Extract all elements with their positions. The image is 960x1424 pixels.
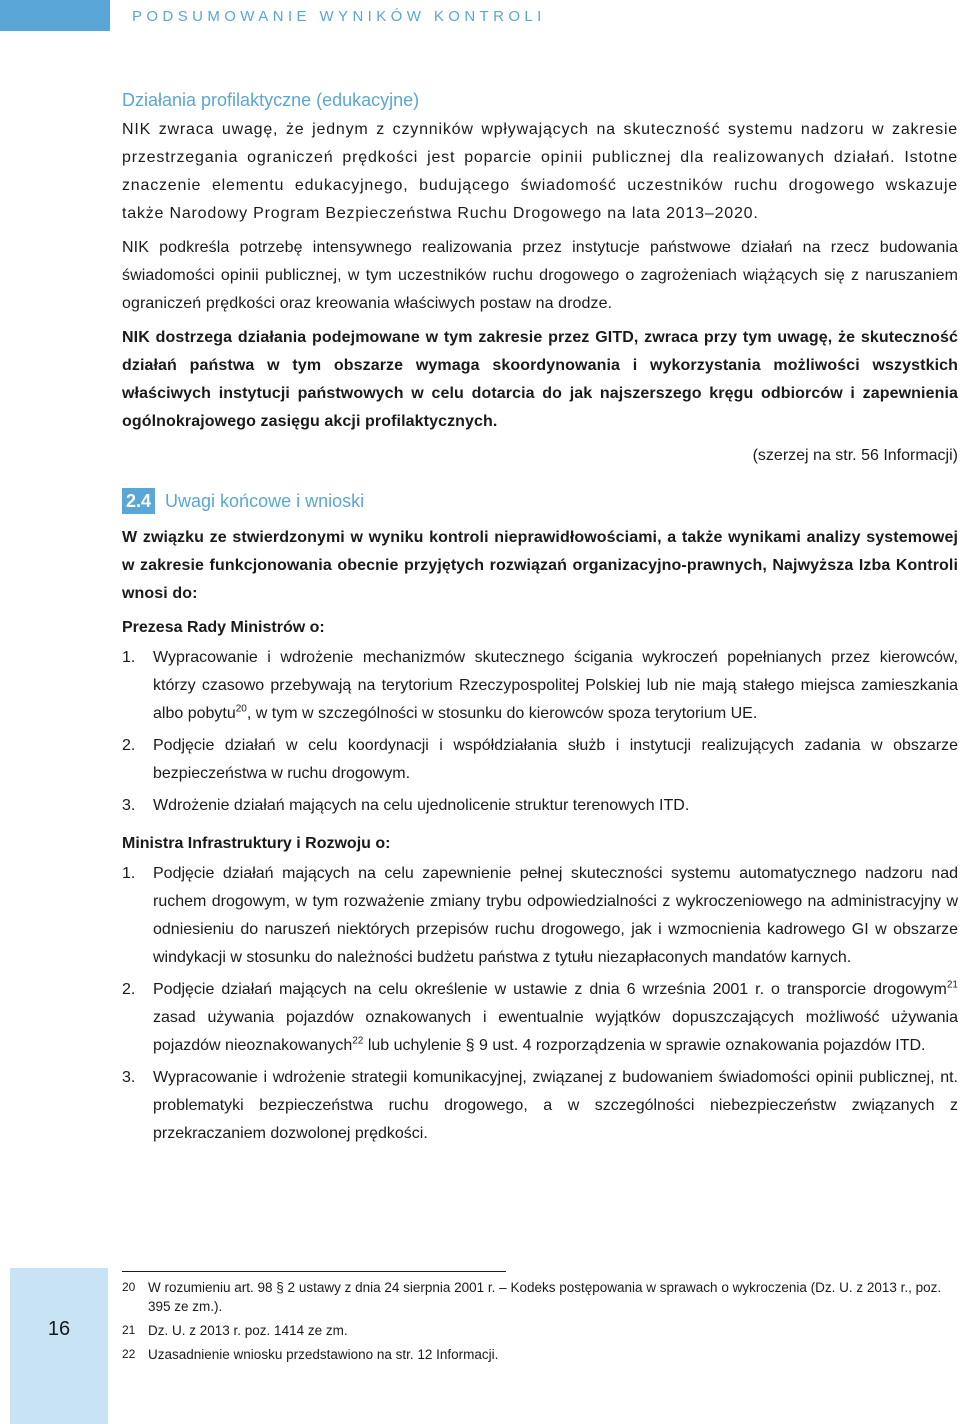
prime-minister-list xyxy=(122,644,958,820)
running-header: PODSUMOWANIE WYNIKÓW KONTROLI xyxy=(132,8,546,25)
paragraph-gitd-conclusion: NIK dostrzega działania podejmowane w tym zakresie przez GITD, zwraca przy tym uwagę, że skuteczność działań państwa w tym obszarze wymaga skoordynowania i wykorzystania możliwości wszystkich właściwych instytucji państwowych w celu dotarcia do jak najszerszego kręgu odbiorców i zapewnienia ogólnokrajowego zasięgu akcji profilaktycznych. xyxy=(122,329,958,430)
main-content xyxy=(122,86,958,1158)
item-number: 2. xyxy=(122,981,136,998)
footnote xyxy=(122,1278,958,1316)
page-number-box xyxy=(10,1268,108,1424)
footnote-number: 22 xyxy=(122,1347,136,1361)
footnote-ref: 20 xyxy=(235,703,247,715)
list-item xyxy=(122,792,958,820)
footnotes xyxy=(122,1278,958,1369)
item-text: Podjęcie działań w celu koordynacji i współdziałania służb i instytucji realizujących zadania w obszarze bezpieczeństwa w ruchu drogowym. xyxy=(153,737,958,782)
section-title: Uwagi końcowe i wnioski xyxy=(165,491,365,511)
list-item xyxy=(122,860,958,972)
footnote-text: Uzasadnienie wniosku przedstawiono na str. 12 Informacji. xyxy=(148,1347,499,1362)
conclusions-intro: W związku ze stwierdzonymi w wyniku kontroli nieprawidłowościami, a także wynikami analizy systemowej w zakresie funkcjonowania obecnie przyjętych rozwiązań organizacyjno-prawnych, Najwyższa Izba Kontroli wnosi do: xyxy=(122,529,958,602)
item-number: 2. xyxy=(122,737,136,754)
reference-note: (szerzej na str. 56 Informacji) xyxy=(752,447,958,464)
footnote-ref: 21 xyxy=(946,979,958,991)
section-number-badge: 2.4 xyxy=(122,488,155,514)
item-text: Podjęcie działań mających na celu określenie w ustawie z dnia 6 września 2001 r. o transporcie drogowym$^{21}$ zasad używania pojazdów oznakowanych i ewentualnie wyjątków dopuszczających możliwość używania pojazdów nieoznakowanych$^{22}$ lub uchylenie § 9 ust. 4 rozporządzenia w sprawie oznakowania pojazdów ITD. xyxy=(153,979,958,1054)
item-text: Wdrożenie działań mających na celu ujednolicenie struktur terenowych ITD. xyxy=(153,797,690,814)
footnote-ref: 22 xyxy=(352,1035,364,1047)
item-text: Podjęcie działań mających na celu zapewnienie pełnej skuteczności systemu automatycznego nadzoru nad ruchem drogowym, w tym rozważenie zmiany trybu odpowiedzialności z wykroczeniowego na administracyjny w odniesieniu do naruszeń niektórych przepisów ruchu drogowego, jak i wzmocnienia kadrowego GI w obszarze windykacji w stosunku do należności budżetu państwa z tytułu niezapłaconych mandatów karnych. xyxy=(153,865,958,966)
list-item xyxy=(122,1064,958,1148)
footnote-number: 20 xyxy=(122,1280,136,1294)
paragraph-awareness: NIK podkreśla potrzebę intensywnego realizowania przez instytucje państwowe działań na rzecz budowania świadomości opinii publicznej, w tym uczestników ruchu drogowego o zagrożeniach wiążących się z naruszaniem ograniczeń prędkości oraz kreowania właściwych postaw na drodze. xyxy=(122,239,958,312)
footnote-divider xyxy=(122,1271,506,1272)
list-item xyxy=(122,732,958,788)
infrastructure-minister-heading: Ministra Infrastruktury i Rozwoju o: xyxy=(122,835,391,852)
section-heading xyxy=(122,488,958,514)
header-accent-bar xyxy=(0,0,110,31)
footnote-text: W rozumieniu art. 98 § 2 ustawy z dnia 24 sierpnia 2001 r. – Kodeks postępowania w sprawach o wykroczenia (Dz. U. z 2013 r., poz. 395 ze zm.). xyxy=(148,1280,942,1314)
infrastructure-minister-list xyxy=(122,860,958,1148)
item-number: 3. xyxy=(122,1069,136,1086)
item-number: 1. xyxy=(122,649,136,666)
list-item xyxy=(122,644,958,728)
item-text: Wypracowanie i wdrożenie mechanizmów skutecznego ścigania wykroczeń popełnianych przez kierowców, którzy czasowo przebywają na terytorium Rzeczypospolitej Polskiej lub nie mają stałego miejsca zamieszkania albo pobytu$^{20}$, w tym w szczególności w stosunku do kierowców spoza terytorium UE. xyxy=(153,649,958,722)
item-number: 1. xyxy=(122,865,136,882)
paragraph-public-support: NIK zwraca uwagę, że jednym z czynników wpływających na skuteczność systemu nadzoru w zakresie przestrzegania ograniczeń prędkości jest poparcie opinii publicznej dla realizowanych działań. Istotne znaczenie elementu edukacyjnego, budującego świadomość uczestników ruchu drogowego wskazuje także Narodowy Program Bezpieczeństwa Ruchu Drogowego na lata 2013–2020. xyxy=(122,121,958,222)
footnote xyxy=(122,1321,958,1340)
footnote-text: Dz. U. z 2013 r. poz. 1414 ze zm. xyxy=(148,1323,348,1338)
subheading-prevention: Działania profilaktyczne (edukacyjne) xyxy=(122,90,420,110)
item-text: Wypracowanie i wdrożenie strategii komunikacyjnej, związanej z budowaniem świadomości opinii publicznej, nt. problematyki bezpieczeństwa ruchu drogowego, a w szczególności niebezpieczeństw związanych z przekraczaniem dozwolonej prędkości. xyxy=(153,1069,958,1142)
item-number: 3. xyxy=(122,797,136,814)
page-number: 16 xyxy=(47,1318,71,1340)
prime-minister-heading: Prezesa Rady Ministrów o: xyxy=(122,619,325,636)
list-item xyxy=(122,976,958,1060)
footnote xyxy=(122,1345,958,1364)
footnote-number: 21 xyxy=(122,1323,136,1337)
